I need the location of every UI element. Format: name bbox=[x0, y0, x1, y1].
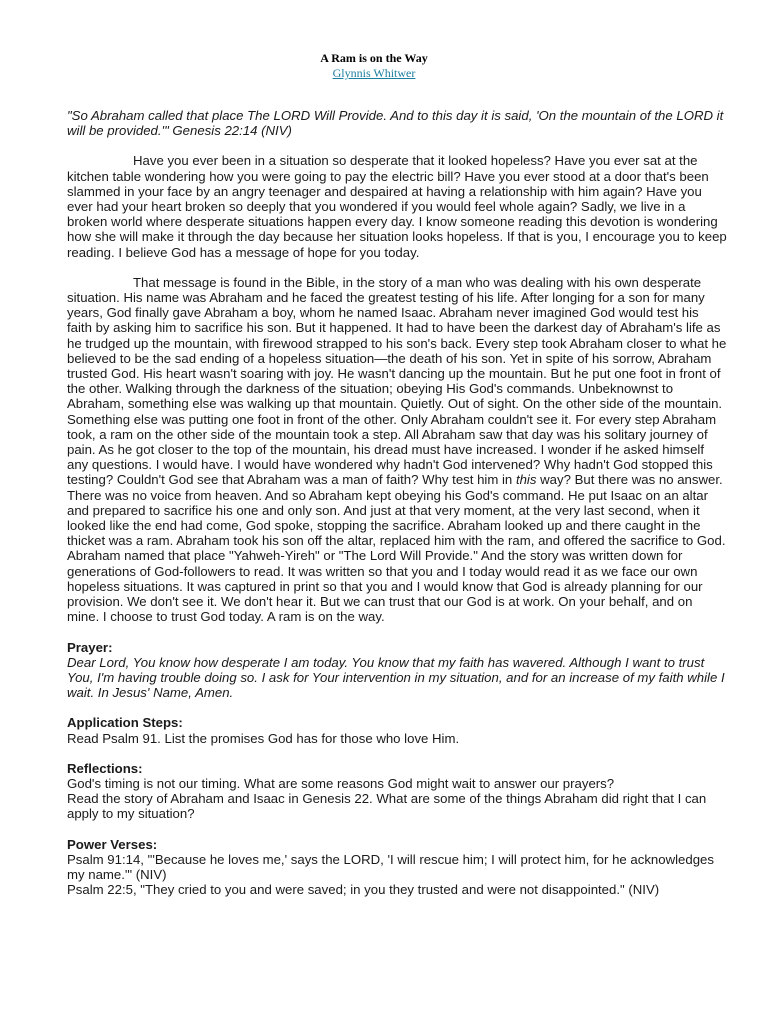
title-block bbox=[0, 50, 748, 80]
document-body bbox=[67, 108, 727, 897]
power-verse-2: Psalm 22:5, "They cried to you and were saved; in you they trusted and were not disappointed." (NIV) bbox=[67, 882, 660, 898]
paragraph-2-part-2: way? But there was no answer. There was no voice from heaven. And so Abraham kept obeying his God's command. He put Isaac on an altar and prepared to sacrifice his one and only son. And just at that very moment, at the very last second, when it looked like the end had come, God spoke, stopping the sacrifice. Abraham looked up and there caught in the thicket was a ram. Abraham took his son off the altar, replaced him with the ram, and offered the sacrifice to God. Abraham named that place "Yahweh-Yireh" or "The Lord Will Provide." And the story was written down for generations of God-followers to read. It was written so that you and I today would read it as we face our own hopeless situations. It was captured in print so that you and I would know that God is already planning for our provision. We don't see it. We don't hear it. But we can trust that our God is at work. On your behalf, and on mine. I choose to trust God today. A ram is on the way. bbox=[67, 472, 726, 625]
reflection-2: Read the story of Abraham and Isaac in Genesis 22. What are some of the things Abraham did right that I can apply to my situation? bbox=[67, 791, 707, 822]
paragraph-2 bbox=[67, 275, 727, 625]
paragraph-2-emphasis: this bbox=[515, 472, 537, 488]
power-verse-1: Psalm 91:14, "'Because he loves me,' says the LORD, 'I will rescue him; I will protect him, for he acknowledges my name.'" (NIV) bbox=[67, 851, 714, 882]
power-verses-heading: Power Verses: bbox=[67, 836, 158, 852]
key-verse: "So Abraham called that place The LORD Will Provide. And to this day it is said, 'On the mountain of the LORD it will be provided.'" Genesis 22:14 (NIV) bbox=[67, 108, 724, 139]
paragraph-2-part-1: That message is found in the Bible, in the story of a man who was dealing with his own desperate situation. His name was Abraham and he faced the greatest testing of his life. After longing for a son for many years, God finally gave Abraham a boy, whom he named Isaac. Abraham never imagined God would test his faith by asking him to sacrifice his son. But it happened. It had to have been the darkest day of Abraham's life as he trudged up the mountain, with firewood strapped to his son's back. Every step took Abraham closer to what he believed to be the sad ending of a hopeless situation—the death of his son. Yet in spite of his sorrow, Abraham trusted God. His heart wasn't soaring with joy. He wasn't dancing up the mountain. But he put one foot in front of the other. Walking through the darkness of the situation; obeying His God's commands. Unbeknownst to Abraham, something else was walking up that mountain. Quietly. Out of sight. On the other side of the mountain. Something else was putting one foot in front of the other. Only Abraham couldn't see it. For every step Abraham took, a ram on the other side of the mountain took a step. All Abraham saw that day was his solitary journey of pain. As he got closer to the top of the mountain, his dread must have increased. I wonder if he asked himself any questions. I would have. I would have wondered why hadn't God intervened? Why hadn't God stopped this testing? Couldn't God see that Abraham was a man of faith? Why test him in bbox=[67, 274, 727, 488]
author-link[interactable]: Glynnis Whitwer bbox=[332, 66, 416, 80]
prayer-heading: Prayer: bbox=[67, 639, 113, 655]
prayer-text: Dear Lord, You know how desperate I am today. You know that my faith has wavered. Although I want to trust You, I'm having trouble doing so. I ask for Your intervention in my situation, and for an increase of my faith while I wait. In Jesus' Name, Amen. bbox=[67, 654, 725, 701]
application-text: Read Psalm 91. List the promises God has for those who love Him. bbox=[67, 730, 460, 746]
document-title: A Ram is on the Way bbox=[320, 51, 428, 65]
paragraph-1: Have you ever been in a situation so desperate that it looked hopeless? Have you ever sat at the kitchen table wondering how you were going to pay the electric bill? Have you ever stood at a door that's been slammed in your face by an angry teenager and despaired at having a relationship with him again? Have you ever had your heart broken so deeply that you wondered if you would feel whole again? Sadly, we live in a broken world where desperate situations happen every day. I know someone reading this devotion is wondering how she will make it through the day because her situation looks hopeless. If that is you, I encourage you to keep reading. I believe God has a message of hope for you today. bbox=[67, 153, 727, 260]
application-heading: Application Steps: bbox=[67, 715, 183, 731]
reflection-1: God's timing is not our timing. What are some reasons God might wait to answer our prayers? bbox=[67, 775, 615, 791]
reflections-heading: Reflections: bbox=[67, 760, 143, 776]
